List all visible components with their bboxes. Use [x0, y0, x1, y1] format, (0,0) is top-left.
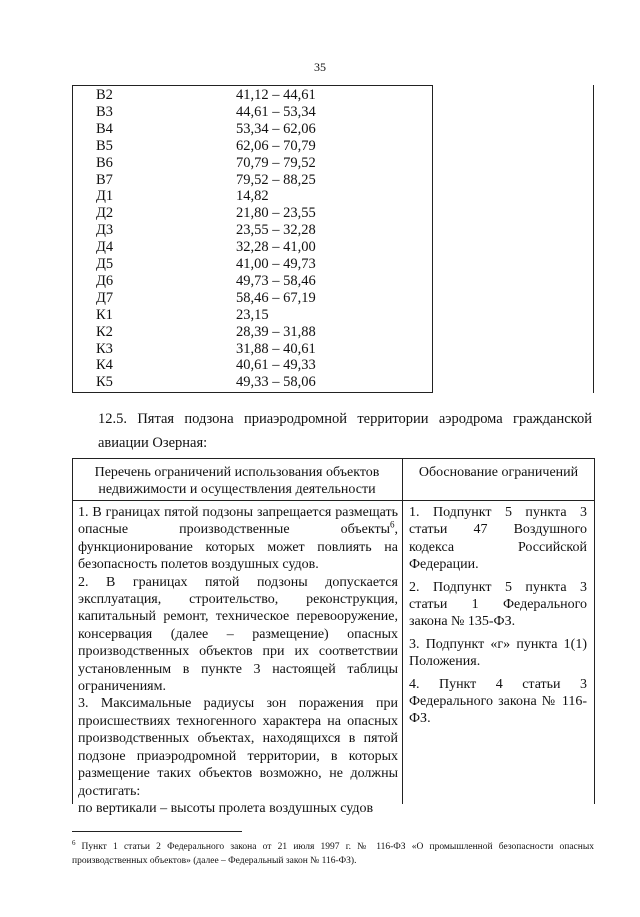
footnote-text: Пункт 1 статьи 2 Федерального закона от 21 июля 1997 г. № 116-ФЗ «О промышленной безопасности опасных производственных объектов» (далее – Федеральный закон № 116-ФЗ).	[72, 842, 594, 867]
page-number: 35	[314, 60, 326, 74]
restriction-item-2: 2. В границах пятой подзоны допускается эксплуатация, строительство, реконструкция, капитальный ремонт, техническое перевооружение, консервация (далее – размещение) опасных производственных объектов при их соответствии установленным в пункте 3 настоящей таблицы ограничениям.	[78, 574, 398, 695]
basis-item: 3. Подпункт «г» пункта 1(1) Положения.	[409, 636, 587, 670]
zone-code: Д6	[96, 272, 114, 289]
zone-range: 40,61 – 49,33	[236, 357, 316, 374]
zone-code: К1	[96, 306, 113, 323]
zone-range: 49,73 – 58,46	[236, 272, 316, 289]
rt-header-divider	[72, 500, 595, 501]
zone-code: Д1	[96, 188, 114, 205]
rt-header-restrictions: Перечень ограничений использования объектов недвижимости и осуществления деятельности	[94, 465, 380, 497]
table-border-mid	[432, 85, 433, 393]
zone-code: В6	[96, 154, 113, 171]
zone-code: Д3	[96, 222, 114, 239]
zone-range: 31,88 – 40,61	[236, 340, 316, 357]
zone-range: 32,28 – 41,00	[236, 239, 316, 256]
basis-item: 4. Пункт 4 статьи 3 Федерального закона № 116-ФЗ.	[409, 676, 587, 727]
zone-code: В2	[96, 87, 113, 103]
rt-basis-cell	[409, 504, 587, 733]
rt-border-mid	[402, 458, 403, 804]
restriction-item-3-cont: по вертикали – высоты пролета воздушных судов	[78, 800, 374, 816]
zone-code: В3	[96, 103, 113, 120]
footnote	[72, 836, 594, 868]
zone-code: К4	[96, 357, 113, 374]
zone-range: 44,61 – 53,34	[236, 103, 316, 120]
zone-range: 28,39 – 31,88	[236, 323, 316, 340]
zone-range: 41,12 – 44,61	[236, 87, 316, 103]
footnote-divider	[72, 831, 242, 832]
zone-range: 62,06 – 70,79	[236, 137, 316, 154]
zone-code: В7	[96, 171, 113, 188]
zone-code: К3	[96, 340, 113, 357]
zone-range: 41,00 – 49,73	[236, 256, 316, 272]
zone-code: Д2	[96, 205, 114, 222]
zone-code: В4	[96, 120, 113, 137]
footnote-marker: 6	[72, 839, 76, 847]
zone-range: 58,46 – 67,19	[236, 289, 316, 306]
table-border-left	[72, 85, 73, 393]
zone-range: 23,55 – 32,28	[236, 222, 316, 239]
rt-border-left	[72, 458, 73, 804]
zone-code: Д5	[96, 256, 114, 272]
rt-header-basis: Обоснование ограничений	[418, 465, 579, 480]
basis-item: 2. Подпункт 5 пункта 3 статьи 1 Федерального закона № 135-ФЗ.	[409, 579, 587, 630]
zone-range: 70,79 – 79,52	[236, 154, 316, 171]
zone-code: К2	[96, 323, 113, 340]
restriction-item-3: 3. Максимальные радиусы зон поражения при происшествиях техногенного характера на опасных производственных объектах, находящихся в пятой подзоне приаэродромной территории, в которых размещение таких объектов возможно, не должны достигать:	[78, 696, 398, 799]
zone-code: В5	[96, 137, 113, 154]
zone-range: 53,34 – 62,06	[236, 120, 316, 137]
table-border-right	[593, 85, 594, 393]
table-border-bottom	[72, 392, 433, 393]
zone-range: 21,80 – 23,55	[236, 205, 316, 222]
zone-height-table	[72, 85, 595, 393]
rt-restrictions-cell	[78, 504, 398, 817]
zone-code: Д7	[96, 289, 114, 306]
zone-range: 23,15	[236, 306, 269, 323]
section-heading: 12.5. Пятая подзона приаэродромной территории аэродрома гражданской	[98, 411, 592, 427]
table-border-top	[72, 85, 433, 86]
zone-range: 79,52 – 88,25	[236, 171, 316, 188]
section-heading-cont: авиации Озерная:	[98, 435, 208, 451]
restrictions-table	[72, 458, 595, 816]
zone-code: К5	[96, 374, 113, 391]
zone-range: 14,82	[236, 188, 269, 205]
zone-range: 49,33 – 58,06	[236, 374, 316, 391]
restriction-item-1: 1. В границах пятой подзоны запрещается размещать опасные производственные объекты$^6$, функционирование которых может повлиять на безопасность полетов воздушных судов.	[78, 505, 398, 573]
rt-border-right	[594, 458, 595, 804]
basis-item: 1. Подпункт 5 пункта 3 статьи 47 Воздушного кодекса Российской Федерации.	[409, 505, 587, 573]
footnote-ref[interactable]: 6	[390, 519, 395, 530]
zone-code: Д4	[96, 239, 114, 256]
